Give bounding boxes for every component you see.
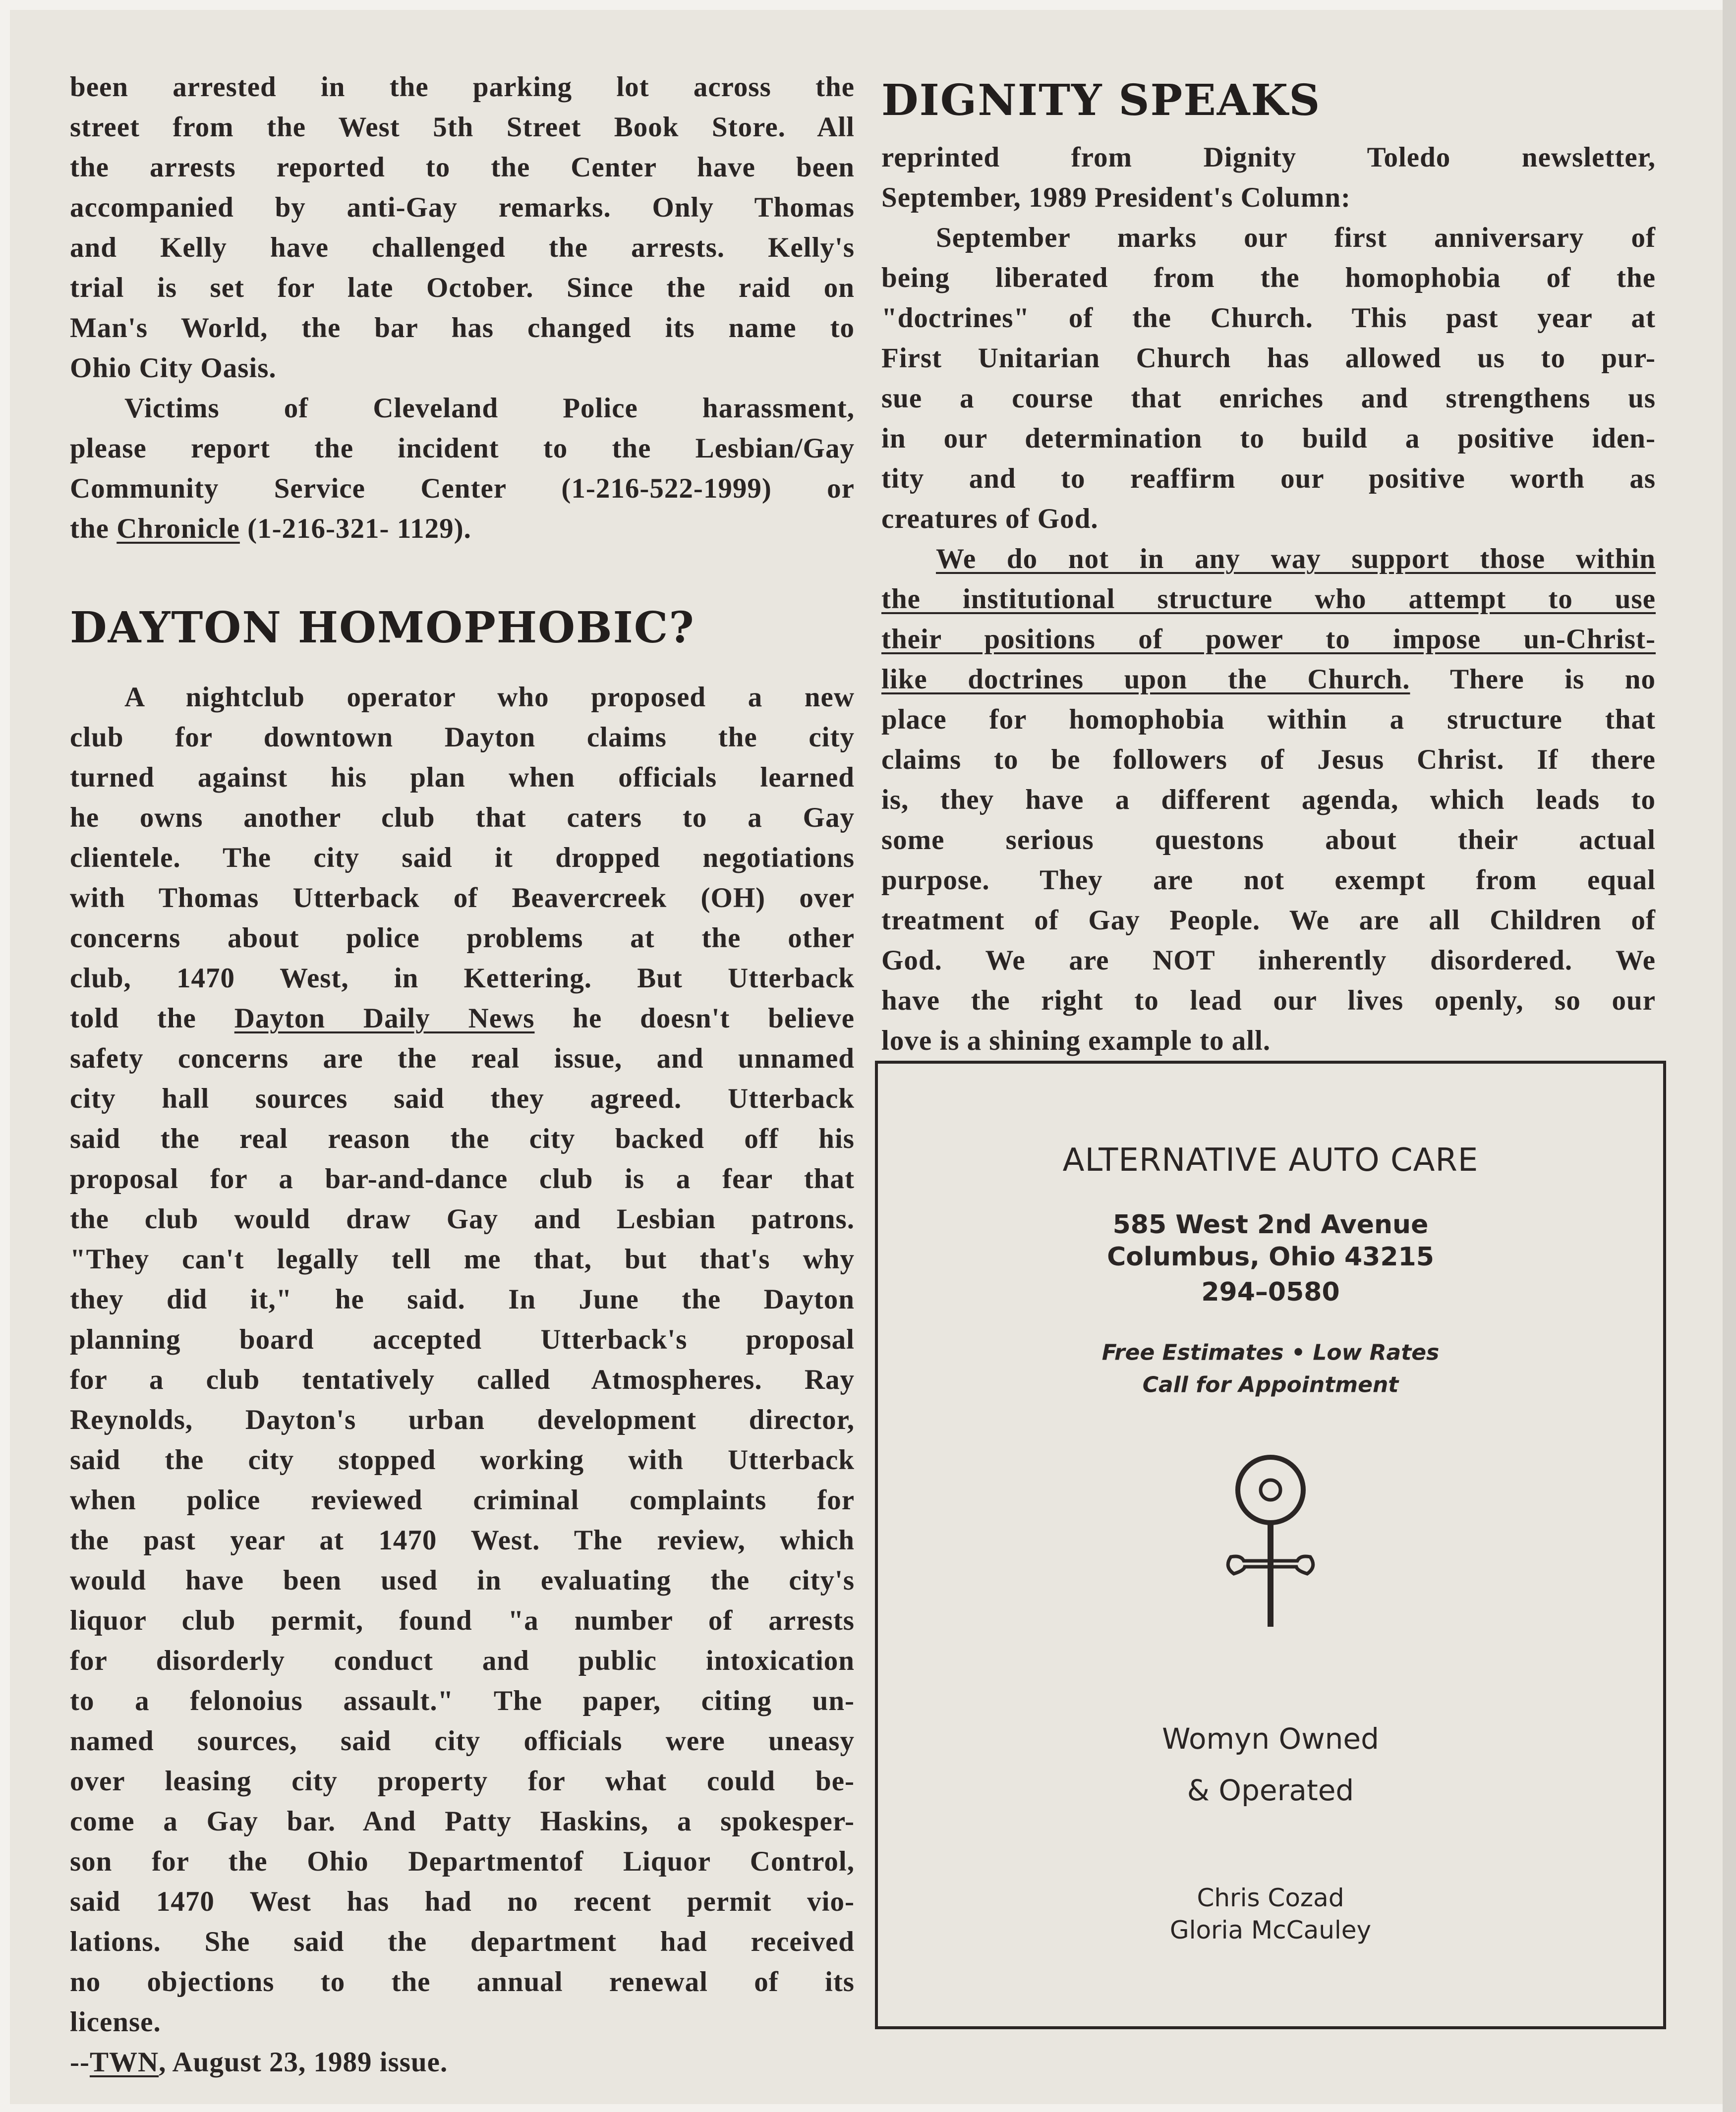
text-segment: he doesn't believe [534,1003,855,1034]
text-segment: license. [70,2006,161,2038]
text-segment: Ohio City Oasis. [70,352,277,384]
text-segment: son for the Ohio Departmentof Liquor Control, [70,1846,855,1877]
text-line [70,428,855,468]
text-line [881,579,1656,619]
text-line [70,677,855,717]
text-line [70,1641,855,1681]
text-line [881,218,1656,258]
left-column-text-2 [70,677,855,2082]
text-segment: -- [70,2047,90,2078]
text-segment: , August 23, 1989 issue. [159,2047,448,2078]
text-segment: creatures of God. [881,503,1099,534]
ad-tagline-appointment: Call for Appointment [1142,1372,1399,1398]
text-segment: have the right to lead our lives openly, so our [881,985,1656,1016]
text-segment: said the real reason the city backed off his [70,1123,855,1154]
text-line [881,659,1656,699]
text-line [70,308,855,348]
text-line [70,878,855,918]
text-line [70,918,855,958]
ad-address-street: 585 West 2nd Avenue [1112,1210,1429,1240]
text-line [881,539,1656,579]
text-line [881,860,1656,900]
text-segment: safety concerns are the real issue, and unnamed [70,1043,855,1074]
text-line [70,1681,855,1721]
text-line [70,2042,855,2082]
heading-dignity-speaks: DIGNITY SPEAKS [881,75,1321,125]
text-segment: they did it," he said. In June the Dayton [70,1284,855,1315]
text-line [881,780,1656,820]
text-line [70,1159,855,1199]
text-segment: told the [70,1003,234,1034]
text-segment: purpose. They are not exempt from equal [881,864,1656,896]
text-segment: accompanied by anti-Gay remarks. Only Thomas [70,192,855,223]
text-line [70,1400,855,1440]
ad-womyn-owned: Womyn Owned [1162,1722,1379,1756]
ad-owner-name: Chris Cozad [1197,1884,1344,1912]
text-segment: in our determination to build a positive iden- [881,423,1656,454]
text-segment: is, they have a different agenda, which leads to [881,784,1656,815]
ad-address-city: Columbus, Ohio 43215 [1107,1242,1434,1272]
text-line [70,998,855,1038]
text-segment: with Thomas Utterback of Beavercreek (OH) over [70,882,855,913]
text-segment: would have been used in evaluating the city's [70,1565,855,1596]
text-line [70,1841,855,1882]
text-segment: when police reviewed criminal complaints for [70,1484,855,1516]
text-segment: the past year at 1470 West. The review, which [70,1525,855,1556]
text-segment: lations. She said the department had received [70,1926,855,1957]
text-segment: (1-216-321- 1129). [239,513,471,544]
text-segment: the club would draw Gay and Lesbian patrons. [70,1203,855,1235]
text-line [881,940,1656,980]
text-segment: to a felonoius assault." The paper, citing un- [70,1685,855,1716]
advertisement-box [875,1061,1666,2029]
text-line [70,67,855,107]
text-line [70,2002,855,2042]
page-edge [1723,0,1736,2112]
text-segment: sue a course that enriches and strengthens us [881,383,1656,414]
text-segment: named sources, said city officials were uneasy [70,1725,855,1757]
underlined-text: TWN [89,2047,159,2078]
underlined-text: like doctrines upon the Church. [881,664,1410,695]
text-segment: Victims of Cleveland Police harassment, [124,393,855,424]
text-segment: tity and to reaffirm our positive worth as [881,463,1656,494]
text-segment: September marks our first anniversary of [936,222,1656,253]
text-line [70,187,855,228]
text-line [881,699,1656,740]
text-line [70,1199,855,1239]
heading-dayton-homophobic: DAYTON HOMOPHOBIC? [70,603,695,653]
text-line [70,388,855,428]
underlined-text: We do not in any way support those within [936,543,1656,574]
text-line [70,1922,855,1962]
text-line [70,1360,855,1400]
underlined-text: the institutional structure who attempt to use [881,583,1656,615]
text-segment: come a Gay bar. And Patty Haskins, a spokesper- [70,1806,855,1837]
text-line [70,1801,855,1841]
text-line [70,1079,855,1119]
text-line [881,499,1656,539]
ad-operated: & Operated [1187,1773,1354,1807]
womyn-wrench-symbol-icon [1221,1445,1320,1634]
text-line [70,1440,855,1480]
text-segment: place for homophobia within a structure that [881,704,1656,735]
text-segment: A nightclub operator who proposed a new [124,682,855,713]
text-line [70,958,855,998]
ad-owner-name: Gloria McCauley [1169,1916,1372,1944]
text-segment: proposal for a bar-and-dance club is a fear that [70,1163,855,1195]
ad-tagline-rates: Free Estimates • Low Rates [1101,1340,1440,1366]
text-segment: claims to be followers of Jesus Christ. If there [881,744,1656,775]
underlined-text: their positions of power to impose un-Christ- [881,624,1656,655]
text-segment: no objections to the annual renewal of its [70,1966,855,1998]
text-segment: turned against his plan when officials learned [70,762,855,793]
text-segment: for a club tentatively called Atmospheres. Ray [70,1364,855,1395]
text-segment: over leasing city property for what could be- [70,1766,855,1797]
text-segment: for disorderly conduct and public intoxication [70,1645,855,1676]
text-segment: treatment of Gay People. We are all Children of [881,905,1656,936]
text-line [881,298,1656,338]
text-segment: There is no [1410,664,1656,695]
text-line [70,1761,855,1801]
text-segment: reprinted from Dignity Toledo newsletter, [881,142,1656,173]
text-segment: please report the incident to the Lesbian/Gay [70,433,855,464]
text-segment: said the city stopped working with Utterback [70,1444,855,1476]
text-line [70,468,855,509]
text-segment: liquor club permit, found "a number of arrests [70,1605,855,1636]
text-line [70,1119,855,1159]
text-line [881,740,1656,780]
text-line [881,900,1656,940]
text-segment: "They can't legally tell me that, but that's why [70,1244,855,1275]
text-line [70,1721,855,1761]
text-line [70,798,855,838]
text-line [70,1038,855,1079]
text-line [70,1279,855,1319]
text-segment: clientele. The city said it dropped negotiations [70,842,855,873]
text-segment: planning board accepted Utterback's proposal [70,1324,855,1355]
underlined-text: Dayton Daily News [234,1003,535,1034]
text-line [70,1882,855,1922]
text-segment: "doctrines" of the Church. This past year at [881,302,1656,334]
text-segment: September, 1989 President's Column: [881,182,1351,213]
text-line [70,1480,855,1520]
text-line [881,418,1656,458]
text-segment: the arrests reported to the Center have been [70,152,855,183]
text-segment: Reynolds, Dayton's urban development director, [70,1404,855,1435]
text-segment: city hall sources said they agreed. Utterback [70,1083,855,1114]
text-line [881,619,1656,659]
text-line [70,509,855,549]
text-line [881,137,1656,177]
text-line [881,338,1656,378]
text-segment: street from the West 5th Street Book Store. All [70,112,855,143]
text-line [70,1520,855,1560]
text-line [881,820,1656,860]
text-line [70,717,855,757]
right-column-text [881,137,1656,1061]
text-segment: he owns another club that caters to a Gay [70,802,855,833]
left-column-text-1 [70,67,855,549]
text-segment: some serious questons about their actual [881,824,1656,856]
text-line [70,147,855,187]
text-line [881,1021,1656,1061]
text-segment: the [70,513,117,544]
text-line [881,378,1656,418]
text-segment: Community Service Center (1-216-522-1999) or [70,473,855,504]
text-segment: club, 1470 West, in Kettering. But Utterback [70,963,855,994]
ad-title: ALTERNATIVE AUTO CARE [1062,1142,1479,1179]
text-line [881,980,1656,1021]
text-line [881,258,1656,298]
text-line [70,1560,855,1600]
text-segment: love is a shining example to all. [881,1025,1271,1056]
text-line [70,757,855,798]
text-segment: Man's World, the bar has changed its name to [70,312,855,343]
text-segment: and Kelly have challenged the arrests. Kelly's [70,232,855,263]
text-segment: concerns about police problems at the other [70,922,855,954]
text-segment: said 1470 West has had no recent permit vio- [70,1886,855,1917]
text-line [70,1239,855,1279]
text-segment: trial is set for late October. Since the raid on [70,272,855,303]
text-line [881,458,1656,499]
text-segment: First Unitarian Church has allowed us to pur- [881,342,1656,374]
text-segment: God. We are NOT inherently disordered. We [881,945,1656,976]
text-line [70,1962,855,2002]
text-line [70,1319,855,1360]
text-segment: been arrested in the parking lot across the [70,71,855,103]
text-line [70,228,855,268]
text-line [881,177,1656,218]
text-segment: being liberated from the homophobia of the [881,262,1656,293]
text-line [70,348,855,388]
text-line [70,838,855,878]
underlined-text: Chronicle [116,513,240,544]
text-line [70,1600,855,1641]
text-line [70,268,855,308]
text-line [70,107,855,147]
text-segment: club for downtown Dayton claims the city [70,722,855,753]
ad-phone: 294–0580 [1201,1277,1340,1307]
